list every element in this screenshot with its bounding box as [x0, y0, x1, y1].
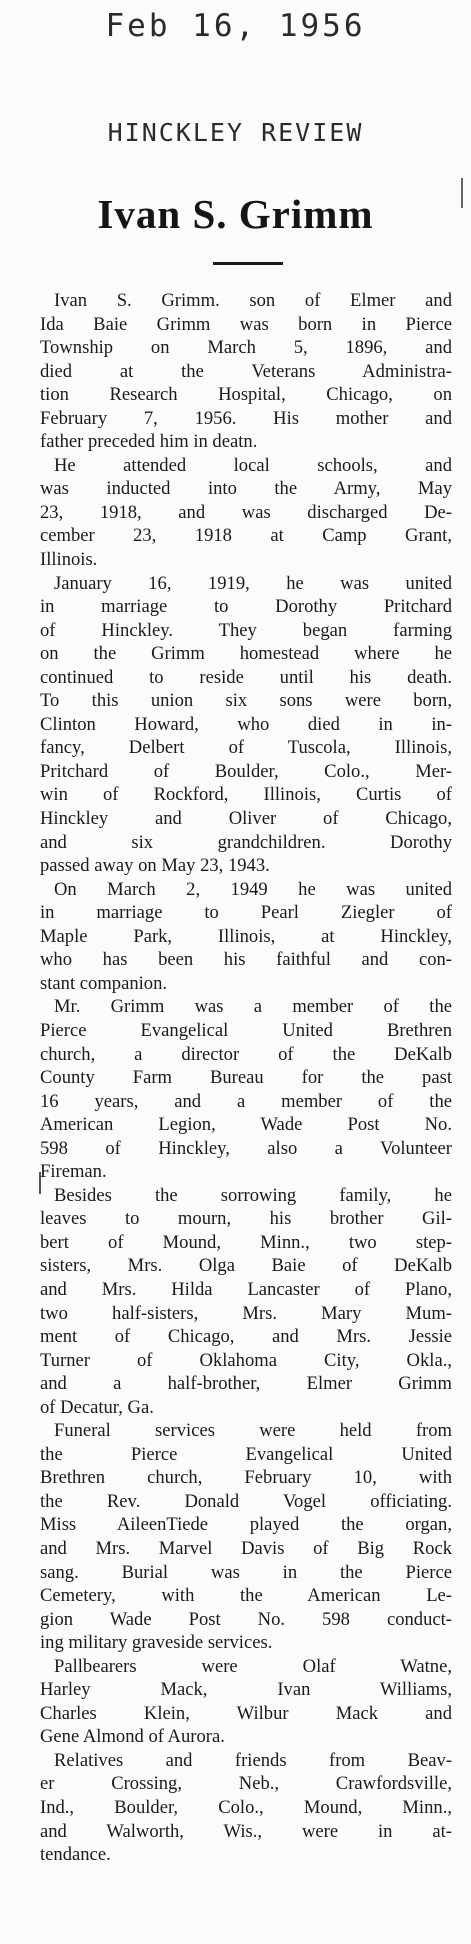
article-line: the Pierce Evangelical United	[40, 1443, 452, 1465]
article-line: ing military graveside services.	[40, 1632, 273, 1654]
article-line: and Mrs. Hilda Lancaster of Plano,	[40, 1278, 452, 1300]
article-line: American Legion, Wade Post No.	[40, 1114, 452, 1136]
article-paragraph	[40, 572, 452, 878]
article-line: church, a director of the DeKalb	[40, 1043, 452, 1065]
article-line: Ivan S. Grimm. son of Elmer and	[54, 290, 452, 311]
scan-edge-mark	[461, 178, 463, 208]
article-line: who has been his faithful and con-	[40, 949, 452, 971]
headline-rule	[213, 262, 283, 265]
article-line: leaves to mourn, his brother Gil-	[40, 1208, 452, 1230]
clipping-date: Feb 16, 1956	[105, 8, 366, 44]
article-line: of Decatur, Ga.	[40, 1396, 154, 1418]
article-line: in marriage to Pearl Ziegler of	[40, 902, 452, 924]
article-line: 16 years, and a member of the	[40, 1090, 452, 1112]
article-line: sang. Burial was in the Pierce	[40, 1561, 452, 1583]
article-line: Pallbearers were Olaf Watne,	[54, 1655, 452, 1677]
article-line: Township on March 5, 1896, and	[40, 337, 452, 359]
article-line: died at the Veterans Administra-	[40, 360, 452, 382]
article-line: win of Rockford, Illinois, Curtis of	[40, 784, 452, 806]
article-line: On March 2, 1949 he was united	[54, 878, 452, 900]
article-line: Illinois.	[40, 549, 98, 571]
article-line: and Walworth, Wis., were in at-	[40, 1820, 452, 1842]
article-line: Pierce Evangelical United Brethren	[40, 1019, 452, 1041]
article-line: and a half-brother, Elmer Grimm	[40, 1373, 452, 1395]
article-paragraph	[40, 1419, 452, 1654]
article-line: cember 23, 1918 at Camp Grant,	[40, 525, 452, 547]
article-line: Ind., Boulder, Colo., Mound, Minn.,	[40, 1797, 452, 1818]
article-line: Turner of Oklahoma City, Okla.,	[40, 1349, 452, 1371]
article-line: Gene Almond of Aurora.	[40, 1726, 225, 1748]
article-line: Hinckley and Oliver of Chicago,	[40, 808, 452, 830]
article-line: continued to reside until his death.	[40, 666, 452, 688]
article-line: stant companion.	[40, 972, 168, 994]
article-line: Charles Klein, Wilbur Mack and	[40, 1702, 452, 1724]
article-paragraph	[40, 454, 452, 572]
obituary-headline: Ivan S. Grimm	[97, 191, 374, 237]
article-line: and six grandchildren. Dorothy	[40, 831, 452, 853]
article-paragraph	[40, 1184, 452, 1419]
article-paragraph	[40, 1655, 452, 1749]
article-line: sisters, Mrs. Olga Baie of DeKalb	[40, 1255, 452, 1277]
article-line: father preceded him in deatn.	[40, 431, 258, 453]
article-line: County Farm Bureau for the past	[40, 1067, 452, 1089]
article-line: passed away on May 23, 1943.	[40, 855, 270, 877]
article-line: and Mrs. Marvel Davis of Big Rock	[40, 1537, 452, 1559]
article-line: Harley Mack, Ivan Williams,	[40, 1679, 452, 1701]
article-line: was inducted into the Army, May	[40, 478, 452, 500]
article-line: He attended local schools, and	[54, 454, 452, 476]
article-line: in marriage to Dorothy Pritchard	[40, 596, 452, 618]
newspaper-name: HINCKLEY REVIEW	[107, 118, 364, 147]
article-line: of Hinckley. They began farming	[40, 619, 452, 641]
article-line: Fireman.	[40, 1161, 107, 1183]
article-line: Mr. Grimm was a member of the	[54, 996, 452, 1018]
article-line: Funeral services were held from	[54, 1420, 452, 1442]
article-line: gion Wade Post No. 598 conduct-	[40, 1608, 452, 1630]
article-line: two half-sisters, Mrs. Mary Mum-	[40, 1302, 452, 1324]
article-line: tion Research Hospital, Chicago, on	[40, 384, 452, 406]
article-line: February 7, 1956. His mother and	[40, 407, 452, 429]
article-paragraph	[40, 289, 452, 454]
article-line: To this union six sons were born,	[40, 690, 452, 712]
article-line: 23, 1918, and was discharged De-	[40, 501, 452, 523]
article-line: on the Grimm homestead where he	[40, 643, 452, 665]
article-line: Ida Baie Grimm was born in Pierce	[40, 313, 452, 335]
article-line: er Crossing, Neb., Crawfordsville,	[40, 1773, 452, 1795]
article-line: the Rev. Donald Vogel officiating.	[40, 1490, 452, 1512]
article-paragraph	[40, 995, 452, 1183]
article-line: Cemetery, with the American Le-	[40, 1585, 452, 1607]
obituary-body	[40, 289, 452, 1867]
article-line: January 16, 1919, he was united	[54, 572, 452, 594]
article-line: Besides the sorrowing family, he	[54, 1184, 452, 1206]
article-line: Miss AileenTiede played the organ,	[40, 1514, 452, 1536]
article-line: Relatives and friends from Beav-	[54, 1749, 452, 1771]
article-line: bert of Mound, Minn., two step-	[40, 1231, 452, 1253]
article-line: Pritchard of Boulder, Colo., Mer-	[40, 760, 452, 782]
article-line: fancy, Delbert of Tuscola, Illinois,	[40, 737, 452, 759]
article-line: ment of Chicago, and Mrs. Jessie	[40, 1326, 452, 1348]
article-line: 598 of Hinckley, also a Volunteer	[40, 1137, 452, 1159]
article-line: Maple Park, Illinois, at Hinckley,	[40, 925, 452, 947]
article-line: Brethren church, February 10, with	[40, 1467, 452, 1489]
article-line: tendance.	[40, 1844, 111, 1866]
article-line: Clinton Howard, who died in in-	[40, 713, 452, 735]
article-paragraph	[40, 878, 452, 996]
article-paragraph	[40, 1749, 452, 1867]
